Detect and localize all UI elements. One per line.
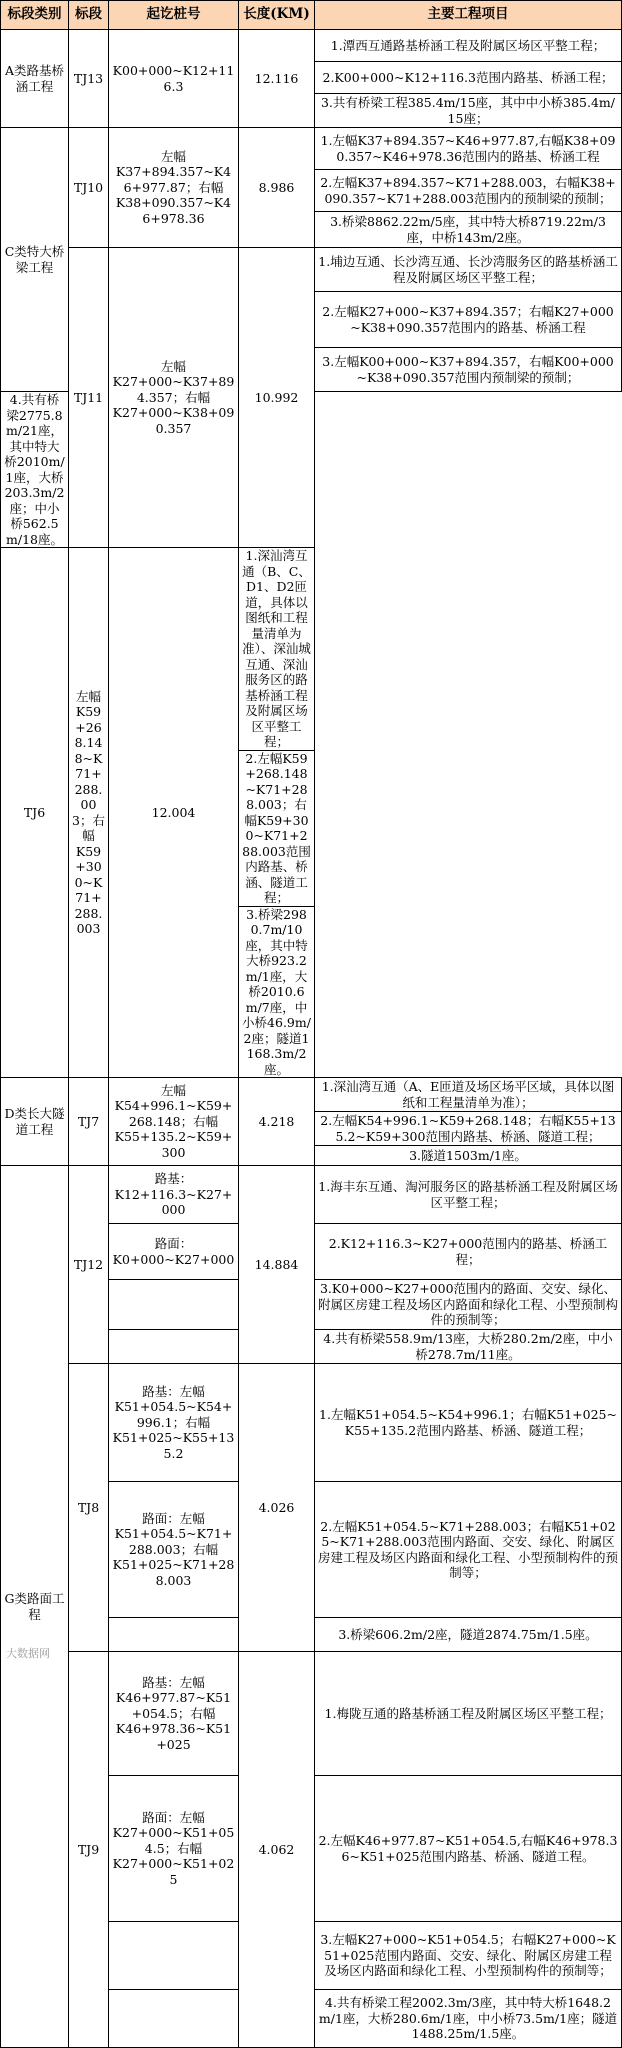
work-item: 2.左幅K51+054.5~K71+288.003；右幅K51+025~K71+288.003范围内路面、交安、绿化、附属区房建工程及场区内路面和绿化工程、小型预制构件的预制等； (315, 1482, 622, 1618)
section-cell: TJ7 (69, 1078, 109, 1166)
station-cell: K00+000~K12+116.3 (109, 30, 239, 128)
work-item: 1.埔边互通、长沙湾互通、长沙湾服务区的路基桥涵工程及附属区场区平整工程； (315, 248, 622, 292)
category-cell: A类路基桥涵工程 (1, 30, 69, 128)
station-cell: 路面：左幅 K27+000~K51+054.5；右幅 K27+000~K51+025 (109, 1776, 239, 1922)
section-cell: TJ8 (69, 1364, 109, 1652)
header-works: 主要工程项目 (315, 1, 622, 30)
station-cell-empty (109, 1990, 239, 2048)
work-item: 1.深汕湾互通（B、C、D1、D2匝道，具体以图纸和工程量清单为准）、深汕城互通、深汕服务区的路基桥涵工程及附属区场区平整工程； (239, 548, 315, 751)
category-cell: D类长大隧道工程 (1, 1078, 69, 1166)
station-cell: 左幅 K37+894.357~K46+977.87；右幅 K38+090.357~K46+978.36 (109, 128, 239, 248)
work-item: 2.左幅K46+977.87~K51+054.5,右幅K46+978.36~K51+025范围内路基、桥涵、隧道工程。 (315, 1776, 622, 1922)
station-cell-empty (109, 1618, 239, 1652)
work-item: 3.桥梁8862.22m/5座，其中特大桥8719.22m/3座，中桥143m/2座。 (315, 212, 622, 248)
work-item: 3.共有桥梁工程385.4m/15座，其中中小桥385.4m/15座； (315, 94, 622, 128)
header-station: 起讫桩号 (109, 1, 239, 30)
header-section: 标段 (69, 1, 109, 30)
work-item: 4.共有桥梁2775.8m/21座，其中特大桥2010m/1座，大桥203.3m/2座；中小桥562.5m/18座。 (1, 392, 69, 548)
work-item: 1.左幅K51+054.5~K54+996.1；右幅K51+025~K55+135.2范围内路基、桥涵、隧道工程； (315, 1364, 622, 1482)
table-row (1, 248, 622, 292)
station-cell-empty (109, 1922, 239, 1990)
length-cell: 10.992 (239, 248, 315, 548)
station-cell: 路基：左幅 K46+977.87~K51+054.5；右幅 K46+978.36~K51+025 (109, 1652, 239, 1776)
length-cell: 12.004 (109, 548, 239, 1078)
work-item: 3.左幅K27+000~K51+054.5；右幅K27+000~K51+025范围内路面、交安、绿化、附属区房建工程及场区内路面和绿化工程、小型预制构件的预制等； (315, 1922, 622, 1990)
station-cell: 左幅 K54+996.1~K59+268.148；右幅 K55+135.2~K59+300 (109, 1078, 239, 1166)
work-item: 4.共有桥梁工程2002.3m/3座，其中特大桥1648.2m/1座，大桥280.6m/1座，中小桥73.5m/1座；隧道1488.25m/1.5座。 (315, 1990, 622, 2048)
length-cell: 8.986 (239, 128, 315, 248)
station-cell-empty (109, 1330, 239, 1364)
work-item: 2.K00+000~K12+116.3范围内路基、桥涵工程； (315, 62, 622, 94)
work-item: 1.潭西互通路基桥涵工程及附属区场区平整工程； (315, 30, 622, 62)
station-cell: 左幅 K27+000~K37+894.357；右幅 K27+000~K38+090.357 (109, 248, 239, 548)
length-cell: 4.026 (239, 1364, 315, 1652)
work-item: 1.梅陇互通的路基桥涵工程及附属区场区平整工程； (315, 1652, 622, 1776)
header-category: 标段类别 (1, 1, 69, 30)
header-row (1, 1, 622, 30)
section-cell: TJ11 (69, 248, 109, 548)
section-cell: TJ9 (69, 1652, 109, 2048)
length-cell: 4.218 (239, 1078, 315, 1166)
work-item: 3.隧道1503m/1座。 (315, 1146, 622, 1166)
table-row (1, 548, 622, 751)
header-length: 长度(KM) (239, 1, 315, 30)
section-cell: TJ6 (1, 548, 69, 1078)
station-cell-empty (109, 1280, 239, 1330)
work-item: 2.左幅K54+996.1~K59+268.148；右幅K55+135.2~K59+300范围内路基、桥涵、隧道工程； (315, 1112, 622, 1146)
work-item: 2.左幅K37+894.357~K71+288.003，右幅K38+090.357~K71+288.003范围内的预制梁的预制； (315, 170, 622, 212)
work-item: 2.左幅K59+268.148~K71+288.003；右幅K59+300~K71+288.003范围内路基、桥涵、隧道工程； (239, 750, 315, 906)
table-row (1, 1078, 622, 1112)
watermark-text: 大数据网 (6, 1647, 50, 1660)
table-row (1, 1166, 622, 1224)
work-item: 3.桥梁606.2m/2座，隧道2874.75m/1.5座。 (315, 1618, 622, 1652)
station-cell: 路面：左幅 K51+054.5~K71+288.003；右幅 K51+025~K71+288.003 (109, 1482, 239, 1618)
length-cell: 14.884 (239, 1166, 315, 1364)
work-item: 2.K12+116.3~K27+000范围内的路基、桥涵工程； (315, 1224, 622, 1280)
length-cell: 12.116 (239, 30, 315, 128)
length-cell: 4.062 (239, 1652, 315, 2048)
table-row (1, 1364, 622, 1482)
station-cell: 左幅 K59+268.148~K71+288.003；右幅 K59+300~K71+288.003 (69, 548, 109, 1078)
station-cell: 路面： K0+000~K27+000 (109, 1224, 239, 1280)
table-row (1, 30, 622, 62)
station-cell: 路基：左幅 K51+054.5~K54+996.1；右幅 K51+025~K55+135.2 (109, 1364, 239, 1482)
work-item: 1.深汕湾互通（A、E匝道及场区场平区域，具体以图纸和工程量清单为准）； (315, 1078, 622, 1112)
work-item: 1.海丰东互通、淘河服务区的路基桥涵工程及附属区场区平整工程； (315, 1166, 622, 1224)
category-cell: G类路面工程 (1, 1166, 69, 2048)
work-item: 3.K0+000~K27+000范围内的路面、交安、绿化、附属区房建工程及场区内路面和绿化工程、小型预制构件的预制等； (315, 1280, 622, 1330)
table-row (1, 1652, 622, 1776)
category-cell: C类特大桥梁工程 (1, 128, 69, 392)
section-cell: TJ10 (69, 128, 109, 248)
work-item: 2.左幅K27+000~K37+894.357；右幅K27+000~K38+090.357范围内的路基、桥涵工程 (315, 292, 622, 348)
table-row (1, 128, 622, 170)
work-item: 4.共有桥梁558.9m/13座，大桥280.2m/2座，中小桥278.7m/11座。 (315, 1330, 622, 1364)
section-cell: TJ13 (69, 30, 109, 128)
work-item: 3.桥梁2980.7m/10座，其中特大桥923.2m/1座，大桥2010.6m/7座，中小桥46.9m/2座；隧道1168.3m/2座。 (239, 906, 315, 1078)
section-cell: TJ12 (69, 1166, 109, 1364)
station-cell: 路基： K12+116.3~K27+000 (109, 1166, 239, 1224)
work-item: 3.左幅K00+000~K37+894.357，右幅K00+000~K38+090.357范围内预制梁的预制； (315, 348, 622, 392)
work-item: 1.左幅K37+894.357~K46+977.87,右幅K38+090.357~K46+978.36范围内的路基、桥涵工程 (315, 128, 622, 170)
